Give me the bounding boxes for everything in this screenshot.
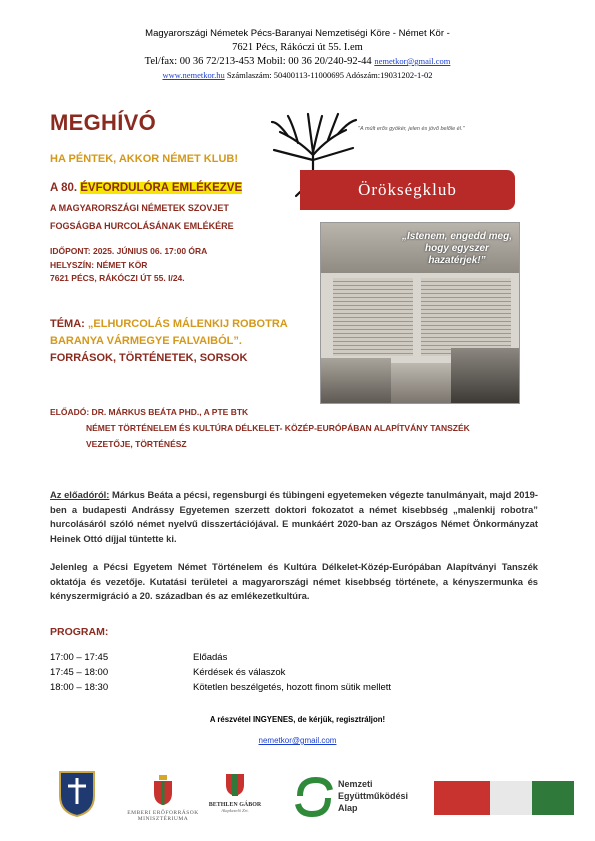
about-paragraph-2: Jelenleg a Pécsi Egyetem Német Történelem és Kultúra Délkelet-Közép-Európában Alapítványi Tanszék oktatója és vezetője. Kutatási területei a magyarországi német kisebbség története, a kényszermunka és kényszermigráció a 20. században és az emlékezetkultúra. [50, 561, 538, 601]
event-info [50, 245, 207, 286]
collage-text-column-right [421, 278, 511, 356]
program-list [50, 650, 391, 695]
collage-headline-line2: hogy egyszer hazatérjek!” [425, 243, 489, 266]
ministry-name-line1: EMBERI ERŐFORRÁSOK [127, 810, 199, 816]
speaker-block [50, 404, 530, 452]
program-desc: Előadás [193, 652, 228, 663]
program-time: 18:00 – 18:30 [50, 682, 109, 693]
bethlen-name: BETHLEN GÁBOR [208, 802, 262, 808]
website-link[interactable]: www.nemetkor.hu [162, 70, 225, 80]
topic-line3: FORRÁSOK, TÖRTÉNETEK, SORSOK [50, 352, 248, 364]
national-cooperation-fund-logo [294, 776, 434, 821]
bethlen-shield-icon [225, 773, 245, 797]
speaker-line3: VEZETŐJE, TÖRTÉNÉSZ [86, 439, 187, 449]
header-phone [0, 56, 595, 67]
collage-headline-line1: „Istenem, engedd meg, [401, 231, 513, 242]
program-item [50, 680, 391, 695]
event-address: 7621 PÉCS, RÁKÓCZI ÚT 55. I/24. [50, 273, 185, 283]
collage-text-column-left [333, 278, 413, 356]
program-item [50, 665, 391, 680]
event-date: IDŐPONT: 2025. JÚNIUS 06. 17:00 ÓRA [50, 246, 208, 256]
about-paragraph-1 [50, 488, 538, 546]
event-venue: HELYSZÍN: NÉMET KÖR [50, 259, 148, 270]
topic-line1: „ELHURCOLÁS MÁLENKIJ ROBOTRA [87, 318, 288, 330]
program-time: 17:00 – 17:45 [50, 652, 109, 663]
topic-label: TÉMA: [50, 318, 88, 330]
contact-email-link[interactable]: nemetkor@gmail.com [258, 736, 337, 745]
about-text-1: Márkus Beáta a pécsi, regensburgi és tübingeni egyetemeken végezte tanulmányait, majd 2019-ben a budapesti Andrássy Egyetemen szerzett doktori fokozatot a német kisebbség „malenkij robotra” hurcolásáról szóló német nyelvű disszertációjával. E munkáért 2020-ban az Országos Német Önkormányzat Heinek Ottó díjjal tüntette ki. [50, 489, 538, 544]
anniversary-sub-line2: FOGSÁGBA HURCOLÁSÁNAK EMLÉKÉRE [50, 221, 234, 231]
program-time: 17:45 – 18:00 [50, 667, 109, 678]
fund-name [338, 778, 408, 814]
collage-headline [401, 231, 513, 267]
bethlen-gabor-logo [200, 773, 270, 823]
about-label: Az előadóról: [50, 489, 110, 500]
bethlen-sub: Alapkezelő Zrt. [221, 808, 249, 813]
header-email-link[interactable]: nemetkor@gmail.com [374, 56, 451, 66]
page-title: MEGHÍVÓ [50, 110, 156, 135]
fund-name-line3: Alap [338, 803, 358, 813]
speaker-line2: NÉMET TÖRTÉNELEM ÉS KULTÚRA DÉLKELET- KÖZÉP-EURÓPÁBAN ALAPÍTVÁNY TANSZÉK [86, 423, 470, 433]
collage-photo-bottom-right [451, 348, 519, 403]
anniversary-heading [50, 182, 242, 194]
bank-text: Számlaszám: 50400113-11000695 Adószám:19031202-1-02 [224, 70, 433, 80]
fund-swirl-icon [294, 776, 334, 818]
fund-name-line1: Nemzeti [338, 779, 373, 789]
anniversary-prefix: A 80. [50, 182, 81, 194]
header-org-name: Magyarországi Németek Pécs-Baranyai Nemzetiségi Köre - Német Kör - [145, 28, 450, 39]
hungarian-coat-of-arms-icon [152, 775, 174, 805]
anniversary-sub-line1: A MAGYARORSZÁGI NÉMETEK SZOVJET [50, 203, 229, 213]
topic-line2: BARANYA VÁRMEGYE FALVAIBÓL”. [50, 335, 242, 347]
speaker-line1: ELŐADÓ: DR. MÁRKUS BEÁTA PHD., A PTE BTK [50, 407, 249, 417]
ministry-name-line2: MINISZTÉRIUMA [137, 816, 189, 822]
motto-quote: "A múlt erős gyökér, jelen és jövő belőle él." [358, 126, 465, 132]
program-heading: PROGRAM: [50, 626, 109, 638]
fund-name-line2: Együttműködési [338, 791, 409, 801]
phone-text: Tel/fax: 00 36 72/213-453 Mobil: 00 36 20/240-92-44 [144, 56, 375, 67]
government-banner-logo [434, 781, 574, 815]
program-desc: Kötetlen beszélgetés, hozott finom sütik mellett [193, 682, 392, 693]
club-line: HA PÉNTEK, AKKOR NÉMET KLUB! [50, 153, 239, 165]
ministry-logo [118, 775, 208, 835]
collage-photo-bottom-middle [391, 363, 451, 403]
contact-email [0, 736, 595, 745]
collage-photo-bottom-left [321, 358, 391, 403]
topic-block [50, 316, 288, 367]
header-address: 7621 Pécs, Rákóczi út 55. I.em [232, 42, 363, 53]
header-web-bank [0, 70, 595, 80]
anniversary-sub [50, 199, 234, 235]
university-crest-logo [56, 768, 98, 818]
program-desc: Kérdések és válaszok [193, 667, 286, 678]
historical-collage-image [320, 222, 520, 404]
free-entry-note: A részvétel INGYENES, de kérjük, regisztráljon! [209, 715, 386, 724]
program-item [50, 650, 391, 665]
heritage-club-banner: Örökségklub [300, 170, 515, 210]
anniversary-highlight: ÉVFORDULÓRA EMLÉKEZVE [80, 182, 243, 194]
